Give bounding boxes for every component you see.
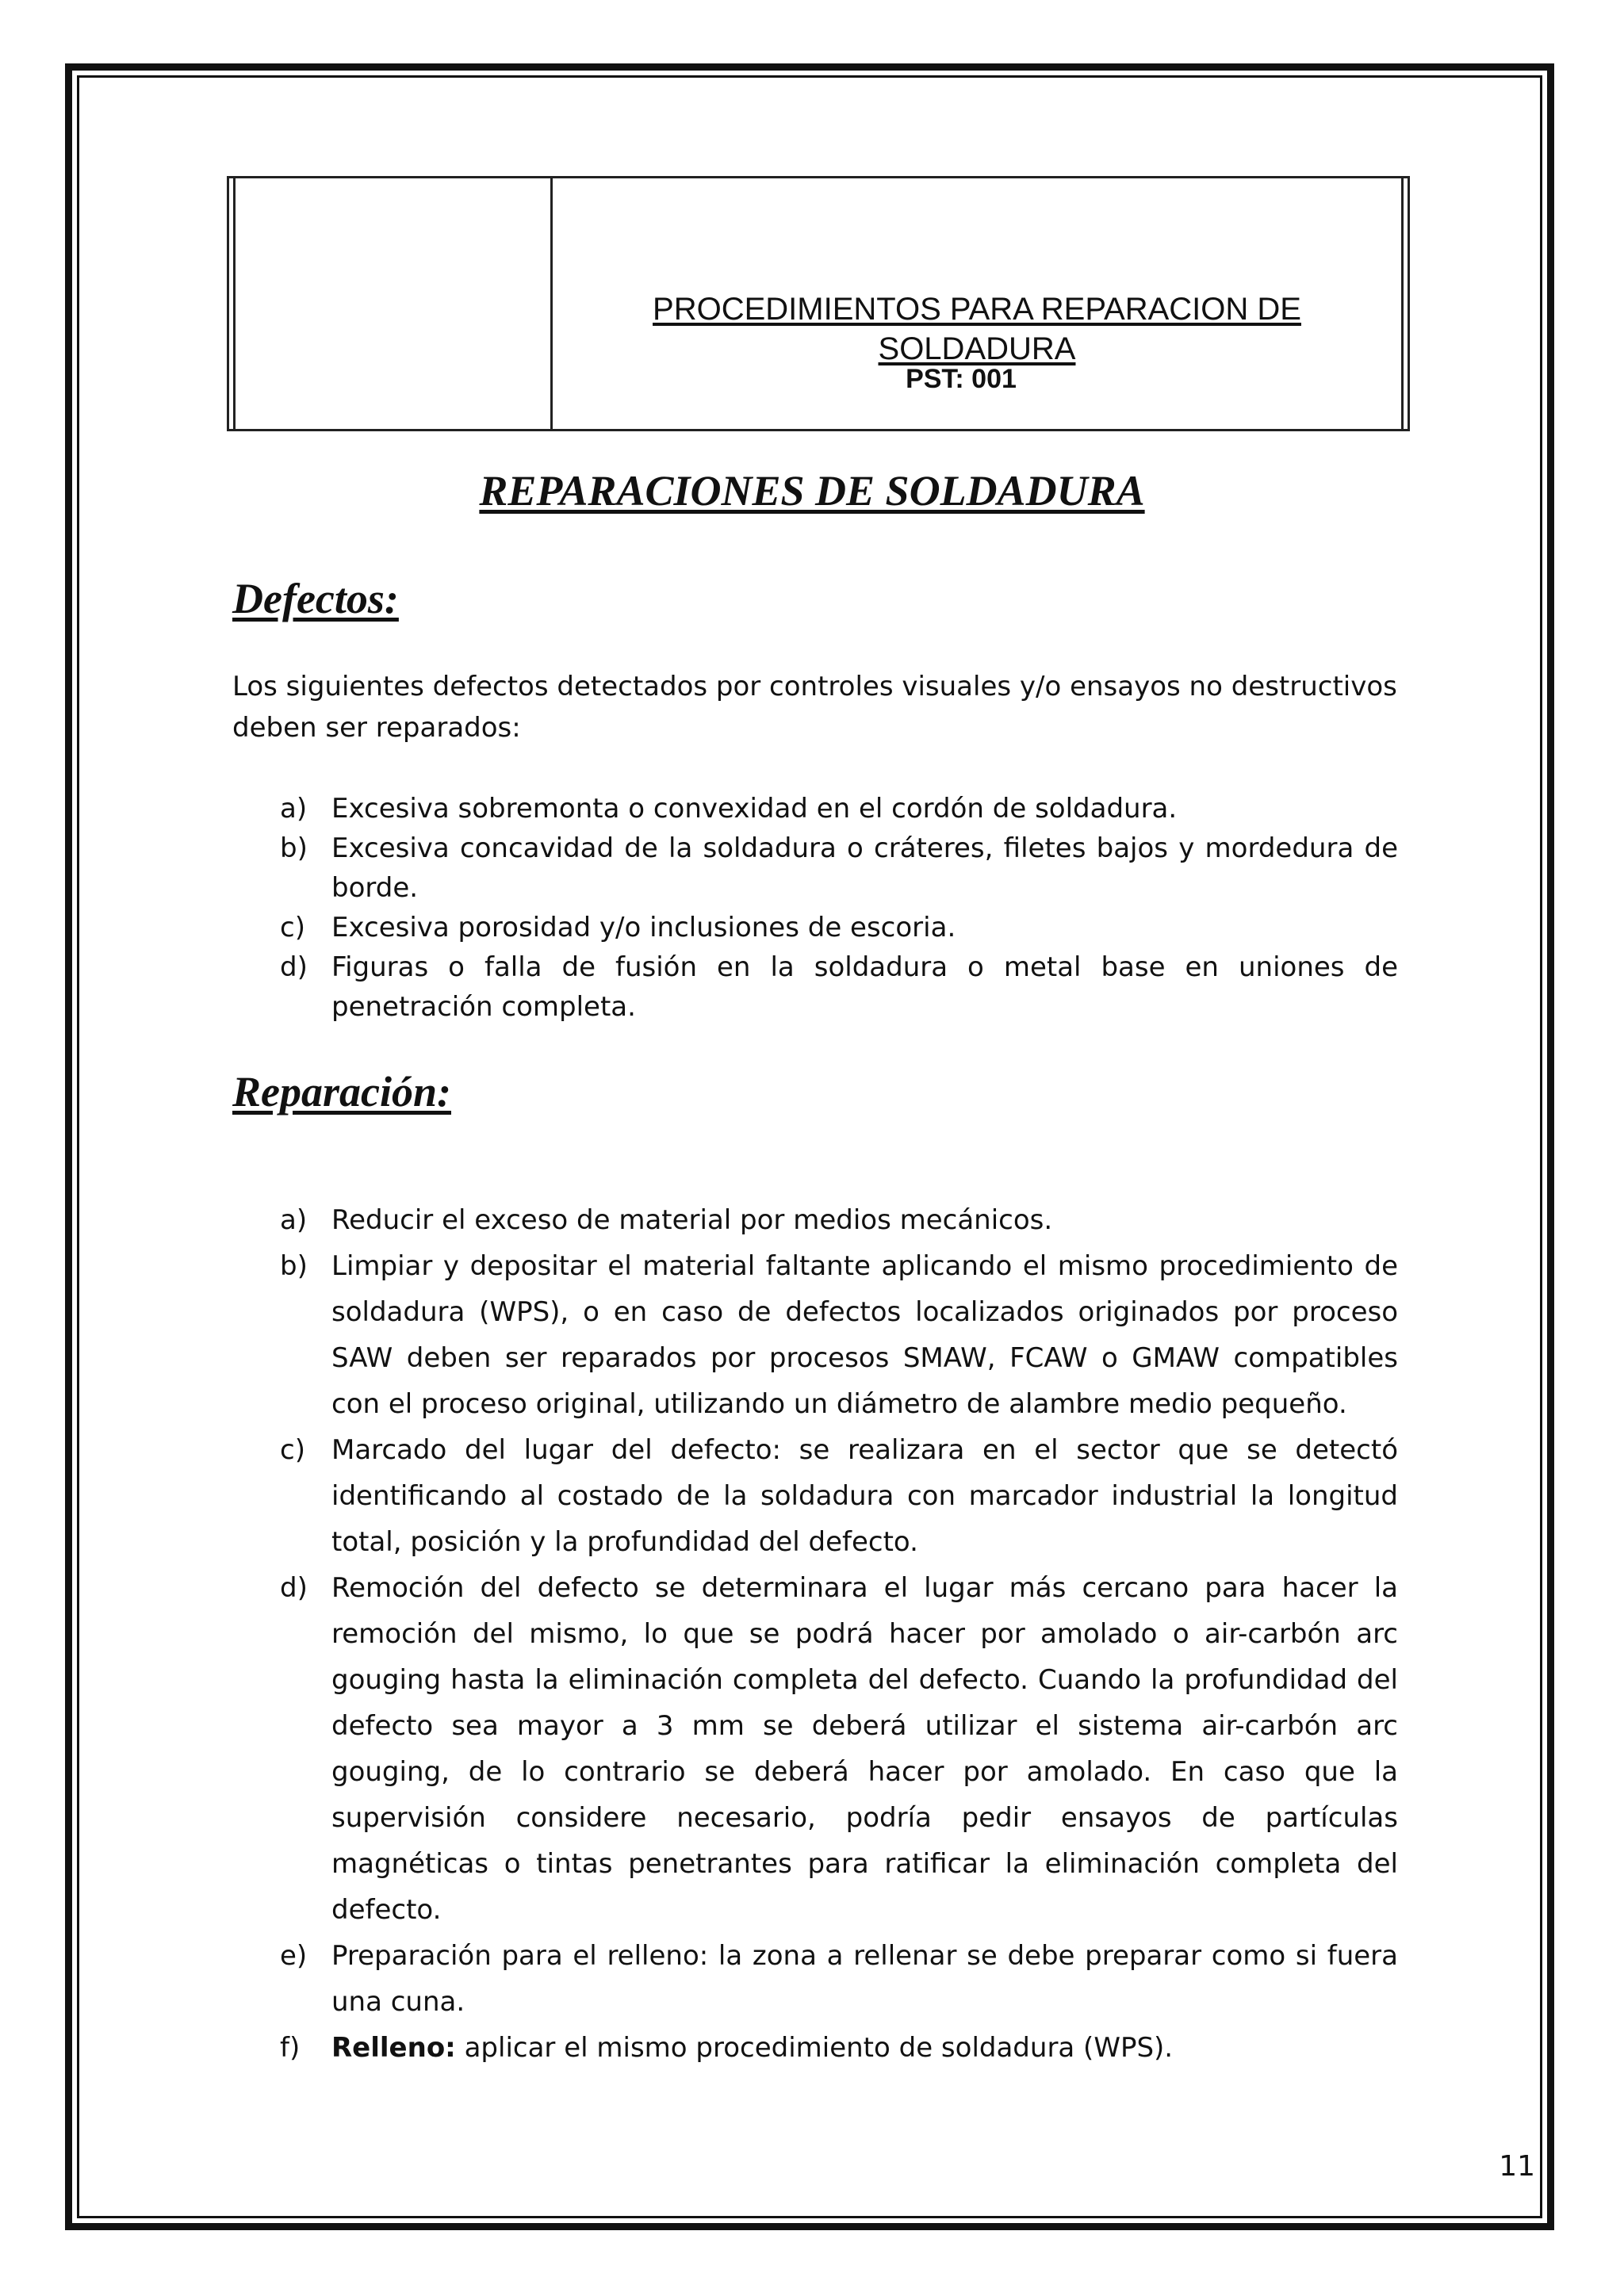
page-title: REPARACIONES DE SOLDADURA — [479, 467, 1145, 515]
reparacion-list — [232, 1197, 1398, 2071]
list-item: c) Excesiva porosidad y/o inclusiones de escoria. — [280, 912, 956, 943]
defectos-list — [232, 789, 1398, 1027]
list-item: d) Remoción del defecto se determinara el lugar más cercano para hacer la remoción del mismo, lo que se podrá hacer por amolado o air-carbón arc gouging hasta la eliminación completa del defecto. Cuando la profundidad del defecto sea mayor a 3 mm se deberá utilizar el sistema air-carbón arc gouging, de lo contrario se deberá hacer por amolado. En caso que la supervisión considere necesario, podría pedir ensayos de partículas magnéticas o tintas penetrantes para ratificar la eliminación completa del defecto. — [280, 1572, 1398, 1926]
list-item: a) Reducir el exceso de material por medios mecánicos. — [280, 1204, 1053, 1236]
list-item: a) Excesiva sobremonta o convexidad en el cordón de soldadura. — [280, 793, 1178, 825]
document-header-table — [227, 176, 1410, 431]
page-number: 11 — [1499, 2150, 1535, 2183]
header-document-code: PST: 001 — [906, 364, 1017, 394]
list-item: e) Preparación para el relleno: la zona a rellenar se debe preparar como si fuera una cuna. — [280, 1940, 1398, 2018]
header-title: PROCEDIMIENTOS PARA REPARACION DE SOLDADURA — [653, 292, 1301, 366]
defectos-intro: Los siguientes defectos detectados por controles visuales y/o ensayos no destructivos deben ser reparados: — [232, 671, 1397, 744]
list-item: f) Relleno: aplicar el mismo procedimiento de soldadura (WPS). — [280, 2032, 1174, 2064]
section-heading-reparacion: Reparación: — [232, 1068, 451, 1115]
list-item: b) Excesiva concavidad de la soldadura o cráteres, filetes bajos y mordedura de borde. — [280, 832, 1398, 904]
list-item: c) Marcado del lugar del defecto: se realizara en el sector que se detectó identificando al costado de la soldadura con marcador industrial la longitud total, posición y la profundidad del defecto. — [280, 1434, 1398, 1558]
list-item: b) Limpiar y depositar el material faltante aplicando el mismo procedimiento de soldadura (WPS), o en caso de defectos localizados originados por proceso SAW deben ser reparados por procesos SMAW, FCAW o GMAW compatibles con el proceso original, utilizando un diámetro de alambre medio pequeño. — [280, 1250, 1398, 1420]
section-heading-defectos: Defectos: — [232, 575, 399, 622]
list-item: d) Figuras o falla de fusión en la soldadura o metal base en uniones de penetración completa. — [280, 951, 1398, 1023]
